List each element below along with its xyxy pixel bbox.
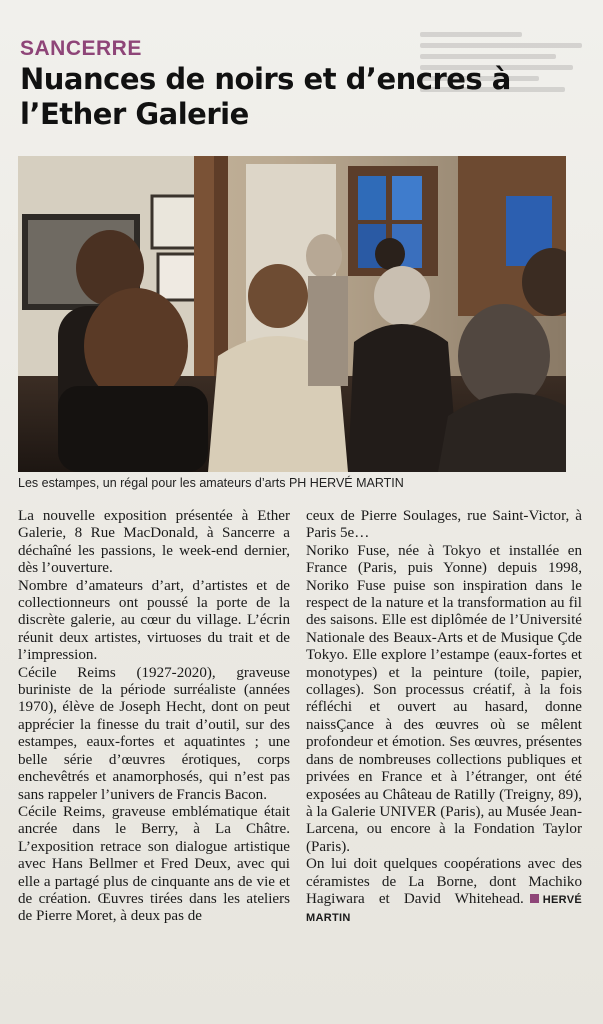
article-column-right: [306, 508, 582, 928]
author-signature: HERVÉ MARTIN: [306, 893, 582, 925]
paragraph: La nouvelle exposition présentée à Ether Galerie, 8 Rue MacDonald, à Sancerre a déchaîné les passions, le week-end dernier, dès l’ouverture.: [18, 508, 290, 577]
article-headline: Nuances de noirs et d’encres à l’Ether Galerie: [20, 62, 511, 131]
photo-caption: Les estampes, un régal pour les amateurs d’arts PH HERVÉ MARTIN: [18, 476, 404, 490]
section-kicker: SANCERRE: [20, 37, 142, 60]
paragraph-final: [306, 856, 582, 928]
paragraph-text: On lui doit quelques coopérations avec des céramistes de La Borne, dont Machiko Hagiwara et David Whitehead.: [306, 856, 582, 907]
paragraph: ceux de Pierre Soulages, rue Saint-Victor, à Paris 5e…: [306, 508, 582, 542]
paragraph: Cécile Reims (1927-2020), graveuse buriniste de la période surréaliste (années 1970), élève de Joseph Hecht, dont on peut apprécier la finesse du trait d’outil, sur des estampes, eaux-fortes et aquatintes ; une belle série d’œuvres érotiques, corps enchevêtrés et anamorphosés, qui n’est pas sans rappeler l’univers de Francis Bacon.: [18, 664, 290, 803]
article-column-left: [18, 508, 290, 926]
paragraph: Cécile Reims, graveuse emblématique était ancrée dans le Berry, à La Châtre. L’exposition retrace son dialogue artistique avec Hans Bellmer et Fred Deux, avec qui elle a partagé plus de cinquante ans de vie et de création. Œuvres tirées dans les ateliers de Pierre Moret, à deux pas de: [18, 803, 290, 925]
signature-marker-icon: [530, 894, 539, 903]
gallery-photo: [18, 156, 566, 472]
paragraph: Noriko Fuse, née à Tokyo et installée en France (Paris, puis Yonne) depuis 1998, Noriko Fuse puise son inspiration dans le respect de la nature et la transformation au fil des saisons. Elle est diplômée de l’Université Nationale des Beaux-Arts et de Musique Çde Tokyo. Elle explore l’estampe (eaux-fortes et monotypes) et la peinture (toile, papier, collages). Son processus créatif, à la fois réfléchi et ouvert au hasard, donne naissÇance à des œuvres où se mêlent profondeur et émotion. Ses œuvres, présentes dans de nombreuses collections publiques et privées en France et à l’étranger, ont été exposées au Château de Ratilly (Treigny, 89), à la Galerie UNIVER (Paris), au Musée Jean-Larcena, ou encore à la Fondation Taylor (Paris).: [306, 542, 582, 855]
paragraph: Nombre d’amateurs d’art, d’artistes et de collectionneurs ont poussé la porte de la discrète galerie, au cœur du village. L’écrin réunit deux artistes, virtuoses du trait et de l’impression.: [18, 577, 290, 664]
